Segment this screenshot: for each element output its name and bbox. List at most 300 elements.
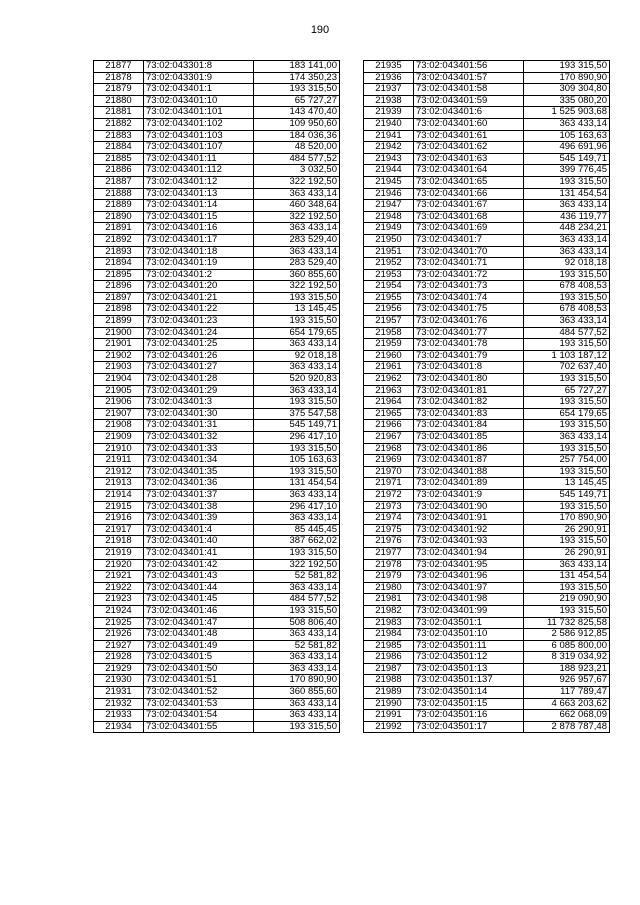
- cadastral-value: 460 348,64: [254, 200, 340, 212]
- cadastral-number: 73:02:043401:99: [414, 605, 524, 617]
- table-row: [94, 107, 340, 119]
- record-number: 21896: [94, 281, 144, 293]
- record-number: 21944: [364, 165, 414, 177]
- record-number: 21881: [94, 107, 144, 119]
- cadastral-value: 219 090,90: [524, 594, 610, 606]
- cadastral-value: 193 315,50: [524, 536, 610, 548]
- cadastral-number: 73:02:043401:16: [144, 223, 254, 235]
- cadastral-value: 387 662,02: [254, 536, 340, 548]
- cadastral-value: 2 878 787,48: [524, 721, 610, 733]
- cadastral-number: 73:02:043401:94: [414, 547, 524, 559]
- cadastral-value: 193 315,50: [524, 269, 610, 281]
- cadastral-value: 183 141,00: [254, 61, 340, 73]
- table-row: [94, 455, 340, 467]
- record-number: 21931: [94, 687, 144, 699]
- cadastral-value: 363 433,14: [254, 223, 340, 235]
- cadastral-value: 322 192,50: [254, 559, 340, 571]
- record-number: 21884: [94, 142, 144, 154]
- record-number: 21965: [364, 408, 414, 420]
- cadastral-value: 363 433,14: [254, 652, 340, 664]
- record-number: 21934: [94, 721, 144, 733]
- table-row: [94, 432, 340, 444]
- cadastral-value: 193 315,50: [524, 61, 610, 73]
- record-number: 21891: [94, 223, 144, 235]
- cadastral-number: 73:02:043401:52: [144, 687, 254, 699]
- cadastral-number: 73:02:043401:91: [414, 513, 524, 525]
- table-row: [364, 153, 610, 165]
- cadastral-value: 1 525 903,68: [524, 107, 610, 119]
- record-number: 21991: [364, 710, 414, 722]
- cadastral-number: 73:02:043401:96: [414, 571, 524, 583]
- table-row: [364, 327, 610, 339]
- record-number: 21956: [364, 304, 414, 316]
- cadastral-value: 484 577,52: [254, 153, 340, 165]
- cadastral-number: 73:02:043401:57: [414, 72, 524, 84]
- record-number: 21925: [94, 617, 144, 629]
- record-number: 21893: [94, 246, 144, 258]
- table-row: [364, 420, 610, 432]
- cadastral-value: 257 754,00: [524, 455, 610, 467]
- record-number: 21880: [94, 95, 144, 107]
- record-number: 21975: [364, 524, 414, 536]
- table-row: [364, 408, 610, 420]
- cadastral-value: 363 433,14: [254, 385, 340, 397]
- record-number: 21933: [94, 710, 144, 722]
- cadastral-number: 73:02:043401:37: [144, 489, 254, 501]
- cadastral-number: 73:02:043401:58: [414, 84, 524, 96]
- cadastral-value: 131 454,54: [254, 478, 340, 490]
- cadastral-value: 193 315,50: [524, 339, 610, 351]
- record-number: 21928: [94, 652, 144, 664]
- record-number: 21987: [364, 663, 414, 675]
- cadastral-value: 363 433,14: [524, 118, 610, 130]
- cadastral-number: 73:02:043401:39: [144, 513, 254, 525]
- record-number: 21980: [364, 582, 414, 594]
- cadastral-number: 73:02:043401:11: [144, 153, 254, 165]
- cadastral-number: 73:02:043401:13: [144, 188, 254, 200]
- table-row: [94, 281, 340, 293]
- record-number: 21953: [364, 269, 414, 281]
- cadastral-value: 545 149,71: [524, 153, 610, 165]
- cadastral-value: 363 433,14: [524, 200, 610, 212]
- cadastral-number: 73:02:043401:77: [414, 327, 524, 339]
- record-number: 21887: [94, 176, 144, 188]
- cadastral-number: 73:02:043401:73: [414, 281, 524, 293]
- table-row: [94, 571, 340, 583]
- cadastral-value: 926 957,67: [524, 675, 610, 687]
- table-row: [364, 200, 610, 212]
- record-number: 21919: [94, 547, 144, 559]
- cadastral-value: 193 315,50: [524, 582, 610, 594]
- cadastral-number: 73:02:043401:86: [414, 443, 524, 455]
- cadastral-number: 73:02:043401:87: [414, 455, 524, 467]
- table-row: [364, 721, 610, 733]
- cadastral-value: 92 018,18: [524, 258, 610, 270]
- cadastral-number: 73:02:043401:9: [414, 489, 524, 501]
- record-number: 21920: [94, 559, 144, 571]
- cadastral-number: 73:02:043501:11: [414, 640, 524, 652]
- cadastral-number: 73:02:043401:17: [144, 234, 254, 246]
- table-row: [364, 350, 610, 362]
- table-row: [364, 374, 610, 386]
- table-row: [364, 617, 610, 629]
- cadastral-value: 363 433,14: [524, 316, 610, 328]
- cadastral-number: 73:02:043401:35: [144, 466, 254, 478]
- cadastral-value: 363 433,14: [254, 663, 340, 675]
- cadastral-value: 322 192,50: [254, 211, 340, 223]
- cadastral-number: 73:02:043401:23: [144, 316, 254, 328]
- cadastral-number: 73:02:043401:78: [414, 339, 524, 351]
- cadastral-value: 143 470,40: [254, 107, 340, 119]
- cadastral-value: 3 032,50: [254, 165, 340, 177]
- cadastral-value: 184 036,36: [254, 130, 340, 142]
- cadastral-value: 13 145,45: [524, 478, 610, 490]
- cadastral-value: 654 179,65: [524, 408, 610, 420]
- record-number: 21948: [364, 211, 414, 223]
- record-number: 21964: [364, 397, 414, 409]
- cadastral-value: 360 855,60: [254, 687, 340, 699]
- record-number: 21937: [364, 84, 414, 96]
- cadastral-value: 92 018,18: [254, 350, 340, 362]
- cadastral-number: 73:02:043401:6: [414, 107, 524, 119]
- cadastral-value: 322 192,50: [254, 176, 340, 188]
- table-row: [364, 316, 610, 328]
- table-row: [94, 176, 340, 188]
- table-row: [94, 663, 340, 675]
- record-number: 21971: [364, 478, 414, 490]
- cadastral-number: 73:02:043401:71: [414, 258, 524, 270]
- table-row: [94, 594, 340, 606]
- record-number: 21895: [94, 269, 144, 281]
- table-row: [364, 443, 610, 455]
- table-row: [94, 466, 340, 478]
- record-number: 21986: [364, 652, 414, 664]
- record-number: 21911: [94, 455, 144, 467]
- cadastral-value: 399 776,45: [524, 165, 610, 177]
- record-number: 21903: [94, 362, 144, 374]
- cadastral-number: 73:02:043401:32: [144, 432, 254, 444]
- cadastral-number: 73:02:043401:43: [144, 571, 254, 583]
- record-number: 21985: [364, 640, 414, 652]
- table-row: [94, 478, 340, 490]
- cadastral-number: 73:02:043401:40: [144, 536, 254, 548]
- cadastral-number: 73:02:043401:101: [144, 107, 254, 119]
- cadastral-number: 73:02:043401:83: [414, 408, 524, 420]
- record-number: 21900: [94, 327, 144, 339]
- record-number: 21952: [364, 258, 414, 270]
- record-number: 21886: [94, 165, 144, 177]
- cadastral-number: 73:02:043401:63: [414, 153, 524, 165]
- cadastral-number: 73:02:043401:95: [414, 559, 524, 571]
- table-row: [94, 524, 340, 536]
- table-row: [94, 153, 340, 165]
- cadastral-value: 193 315,50: [524, 176, 610, 188]
- table-row: [364, 234, 610, 246]
- cadastral-number: 73:02:043401:34: [144, 455, 254, 467]
- table-row: [94, 629, 340, 641]
- table-row: [364, 663, 610, 675]
- table-row: [94, 258, 340, 270]
- cadastral-number: 73:02:043401:66: [414, 188, 524, 200]
- cadastral-number: 73:02:043401:81: [414, 385, 524, 397]
- record-number: 21963: [364, 385, 414, 397]
- table-row: [364, 710, 610, 722]
- record-number: 21917: [94, 524, 144, 536]
- record-number: 21949: [364, 223, 414, 235]
- table-row: [364, 292, 610, 304]
- record-number: 21983: [364, 617, 414, 629]
- table-row: [364, 142, 610, 154]
- record-number: 21958: [364, 327, 414, 339]
- cadastral-value: 375 547,58: [254, 408, 340, 420]
- cadastral-value: 188 923,21: [524, 663, 610, 675]
- cadastral-value: 193 315,50: [254, 84, 340, 96]
- table-row: [94, 374, 340, 386]
- cadastral-value: 545 149,71: [254, 420, 340, 432]
- record-number: 21923: [94, 594, 144, 606]
- record-number: 21907: [94, 408, 144, 420]
- table-row: [364, 304, 610, 316]
- table-row: [364, 547, 610, 559]
- record-number: 21882: [94, 118, 144, 130]
- cadastral-value: 105 163,63: [524, 130, 610, 142]
- cadastral-number: 73:02:043401:76: [414, 316, 524, 328]
- table-row: [364, 675, 610, 687]
- cadastral-value: 309 304,80: [524, 84, 610, 96]
- record-number: 21969: [364, 455, 414, 467]
- cadastral-value: 363 433,14: [524, 234, 610, 246]
- record-number: 21972: [364, 489, 414, 501]
- cadastral-value: 193 315,50: [254, 316, 340, 328]
- table-row: [94, 130, 340, 142]
- cadastral-value: 484 577,52: [524, 327, 610, 339]
- cadastral-number: 73:02:043401:88: [414, 466, 524, 478]
- cadastral-number: 73:02:043401:84: [414, 420, 524, 432]
- cadastral-value: 363 433,14: [524, 246, 610, 258]
- cadastral-value: 4 663 203,62: [524, 698, 610, 710]
- record-number: 21897: [94, 292, 144, 304]
- cadastral-value: 508 806,40: [254, 617, 340, 629]
- table-row: [94, 165, 340, 177]
- table-row: [364, 223, 610, 235]
- cadastral-value: 170 890,90: [524, 513, 610, 525]
- table-row: [364, 501, 610, 513]
- table-row: [94, 188, 340, 200]
- table-row: [94, 559, 340, 571]
- record-number: 21921: [94, 571, 144, 583]
- cadastral-value: 363 433,14: [254, 629, 340, 641]
- record-number: 21904: [94, 374, 144, 386]
- table-row: [364, 559, 610, 571]
- cadastral-value: 2 586 912,85: [524, 629, 610, 641]
- table-row: [94, 513, 340, 525]
- cadastral-number: 73:02:043401:51: [144, 675, 254, 687]
- cadastral-number: 73:02:043501:10: [414, 629, 524, 641]
- table-row: [94, 547, 340, 559]
- cadastral-number: 73:02:043401:24: [144, 327, 254, 339]
- cadastral-value: 193 315,50: [254, 721, 340, 733]
- cadastral-number: 73:02:043401:70: [414, 246, 524, 258]
- cadastral-value: 105 163,63: [254, 455, 340, 467]
- record-number: 21927: [94, 640, 144, 652]
- cadastral-number: 73:02:043401:10: [144, 95, 254, 107]
- cadastral-number: 73:02:043401:27: [144, 362, 254, 374]
- table-row: [364, 84, 610, 96]
- table-row: [364, 640, 610, 652]
- record-number: 21902: [94, 350, 144, 362]
- record-number: 21930: [94, 675, 144, 687]
- cadastral-value: 322 192,50: [254, 281, 340, 293]
- cadastral-number: 73:02:043401:50: [144, 663, 254, 675]
- table-row: [364, 258, 610, 270]
- table-row: [364, 269, 610, 281]
- table-row: [94, 234, 340, 246]
- record-number: 21877: [94, 61, 144, 73]
- record-number: 21961: [364, 362, 414, 374]
- table-row: [94, 327, 340, 339]
- cadastral-value: 363 433,14: [254, 188, 340, 200]
- table-row: [94, 200, 340, 212]
- cadastral-value: 363 433,14: [254, 582, 340, 594]
- record-number: 21982: [364, 605, 414, 617]
- cadastral-value: 363 433,14: [254, 339, 340, 351]
- cadastral-value: 131 454,54: [524, 571, 610, 583]
- record-number: 21968: [364, 443, 414, 455]
- cadastral-number: 73:02:043401:38: [144, 501, 254, 513]
- cadastral-number: 73:02:043401:25: [144, 339, 254, 351]
- table-row: [94, 142, 340, 154]
- cadastral-value: 363 433,14: [524, 432, 610, 444]
- record-number: 21988: [364, 675, 414, 687]
- cadastral-number: 73:02:043401:103: [144, 130, 254, 142]
- cadastral-value: 193 315,50: [524, 397, 610, 409]
- record-number: 21901: [94, 339, 144, 351]
- table-row: [94, 536, 340, 548]
- record-number: 21894: [94, 258, 144, 270]
- cadastral-number: 73:02:043401:49: [144, 640, 254, 652]
- cadastral-value: 678 408,53: [524, 281, 610, 293]
- cadastral-number: 73:02:043401:8: [414, 362, 524, 374]
- table-row: [364, 466, 610, 478]
- table-row: [94, 652, 340, 664]
- cadastral-number: 73:02:043401:60: [414, 118, 524, 130]
- table-row: [94, 501, 340, 513]
- record-number: 21990: [364, 698, 414, 710]
- table-row: [364, 605, 610, 617]
- cadastral-number: 73:02:043401:112: [144, 165, 254, 177]
- cadastral-number: 73:02:043401:85: [414, 432, 524, 444]
- table-row: [94, 408, 340, 420]
- table-row: [94, 605, 340, 617]
- cadastral-value: 363 433,14: [254, 489, 340, 501]
- cadastral-number: 73:02:043401:92: [414, 524, 524, 536]
- cadastral-number: 73:02:043401:4: [144, 524, 254, 536]
- cadastral-value: 109 950,60: [254, 118, 340, 130]
- record-number: 21962: [364, 374, 414, 386]
- table-row: [94, 385, 340, 397]
- table-row: [364, 107, 610, 119]
- table-row: [364, 478, 610, 490]
- table-row: [364, 188, 610, 200]
- record-number: 21955: [364, 292, 414, 304]
- cadastral-value: 296 417,10: [254, 501, 340, 513]
- cadastral-number: 73:02:043401:22: [144, 304, 254, 316]
- record-number: 21879: [94, 84, 144, 96]
- table-row: [364, 165, 610, 177]
- record-number: 21899: [94, 316, 144, 328]
- cadastral-number: 73:02:043401:28: [144, 374, 254, 386]
- cadastral-value: 193 315,50: [524, 466, 610, 478]
- cadastral-number: 73:02:043401:80: [414, 374, 524, 386]
- cadastral-value: 170 890,90: [524, 72, 610, 84]
- record-number: 21883: [94, 130, 144, 142]
- record-number: 21929: [94, 663, 144, 675]
- cadastral-number: 73:02:043401:90: [414, 501, 524, 513]
- cadastral-number: 73:02:043401:59: [414, 95, 524, 107]
- table-row: [94, 640, 340, 652]
- cadastral-number: 73:02:043401:75: [414, 304, 524, 316]
- record-number: 21912: [94, 466, 144, 478]
- table-row: [364, 629, 610, 641]
- table-row: [364, 362, 610, 374]
- table-row: [94, 617, 340, 629]
- record-number: 21924: [94, 605, 144, 617]
- cadastral-number: 73:02:043501:137: [414, 675, 524, 687]
- cadastral-number: 73:02:043401:64: [414, 165, 524, 177]
- cadastral-number: 73:02:043401:46: [144, 605, 254, 617]
- cadastral-number: 73:02:043401:97: [414, 582, 524, 594]
- cadastral-number: 73:02:043501:16: [414, 710, 524, 722]
- record-number: 21959: [364, 339, 414, 351]
- cadastral-value: 335 080,20: [524, 95, 610, 107]
- cadastral-number: 73:02:043401:48: [144, 629, 254, 641]
- cadastral-value: 193 315,50: [524, 501, 610, 513]
- table-row: [364, 513, 610, 525]
- cadastral-number: 73:02:043501:17: [414, 721, 524, 733]
- cadastral-value: 65 727,27: [524, 385, 610, 397]
- table-row: [94, 316, 340, 328]
- table-row: [94, 211, 340, 223]
- cadastral-value: 654 179,65: [254, 327, 340, 339]
- record-number: 21973: [364, 501, 414, 513]
- table-row: [364, 536, 610, 548]
- cadastral-number: 73:02:043401:61: [414, 130, 524, 142]
- cadastral-number: 73:02:043401:31: [144, 420, 254, 432]
- cadastral-number: 73:02:043401:55: [144, 721, 254, 733]
- cadastral-number: 73:02:043401:20: [144, 281, 254, 293]
- record-number: 21922: [94, 582, 144, 594]
- cadastral-number: 73:02:043501:14: [414, 687, 524, 699]
- cadastral-number: 73:02:043401:2: [144, 269, 254, 281]
- cadastral-value: 702 637,40: [524, 362, 610, 374]
- record-number: 21889: [94, 200, 144, 212]
- table-row: [94, 292, 340, 304]
- record-number: 21916: [94, 513, 144, 525]
- left-register-table: [93, 60, 340, 733]
- cadastral-number: 73:02:043401:47: [144, 617, 254, 629]
- cadastral-value: 363 433,14: [254, 698, 340, 710]
- cadastral-number: 73:02:043401:82: [414, 397, 524, 409]
- table-row: [94, 443, 340, 455]
- cadastral-value: 662 068,09: [524, 710, 610, 722]
- table-row: [94, 72, 340, 84]
- record-number: 21954: [364, 281, 414, 293]
- record-number: 21938: [364, 95, 414, 107]
- cadastral-value: 174 350,23: [254, 72, 340, 84]
- table-row: [364, 211, 610, 223]
- record-number: 21898: [94, 304, 144, 316]
- cadastral-number: 73:02:043401:54: [144, 710, 254, 722]
